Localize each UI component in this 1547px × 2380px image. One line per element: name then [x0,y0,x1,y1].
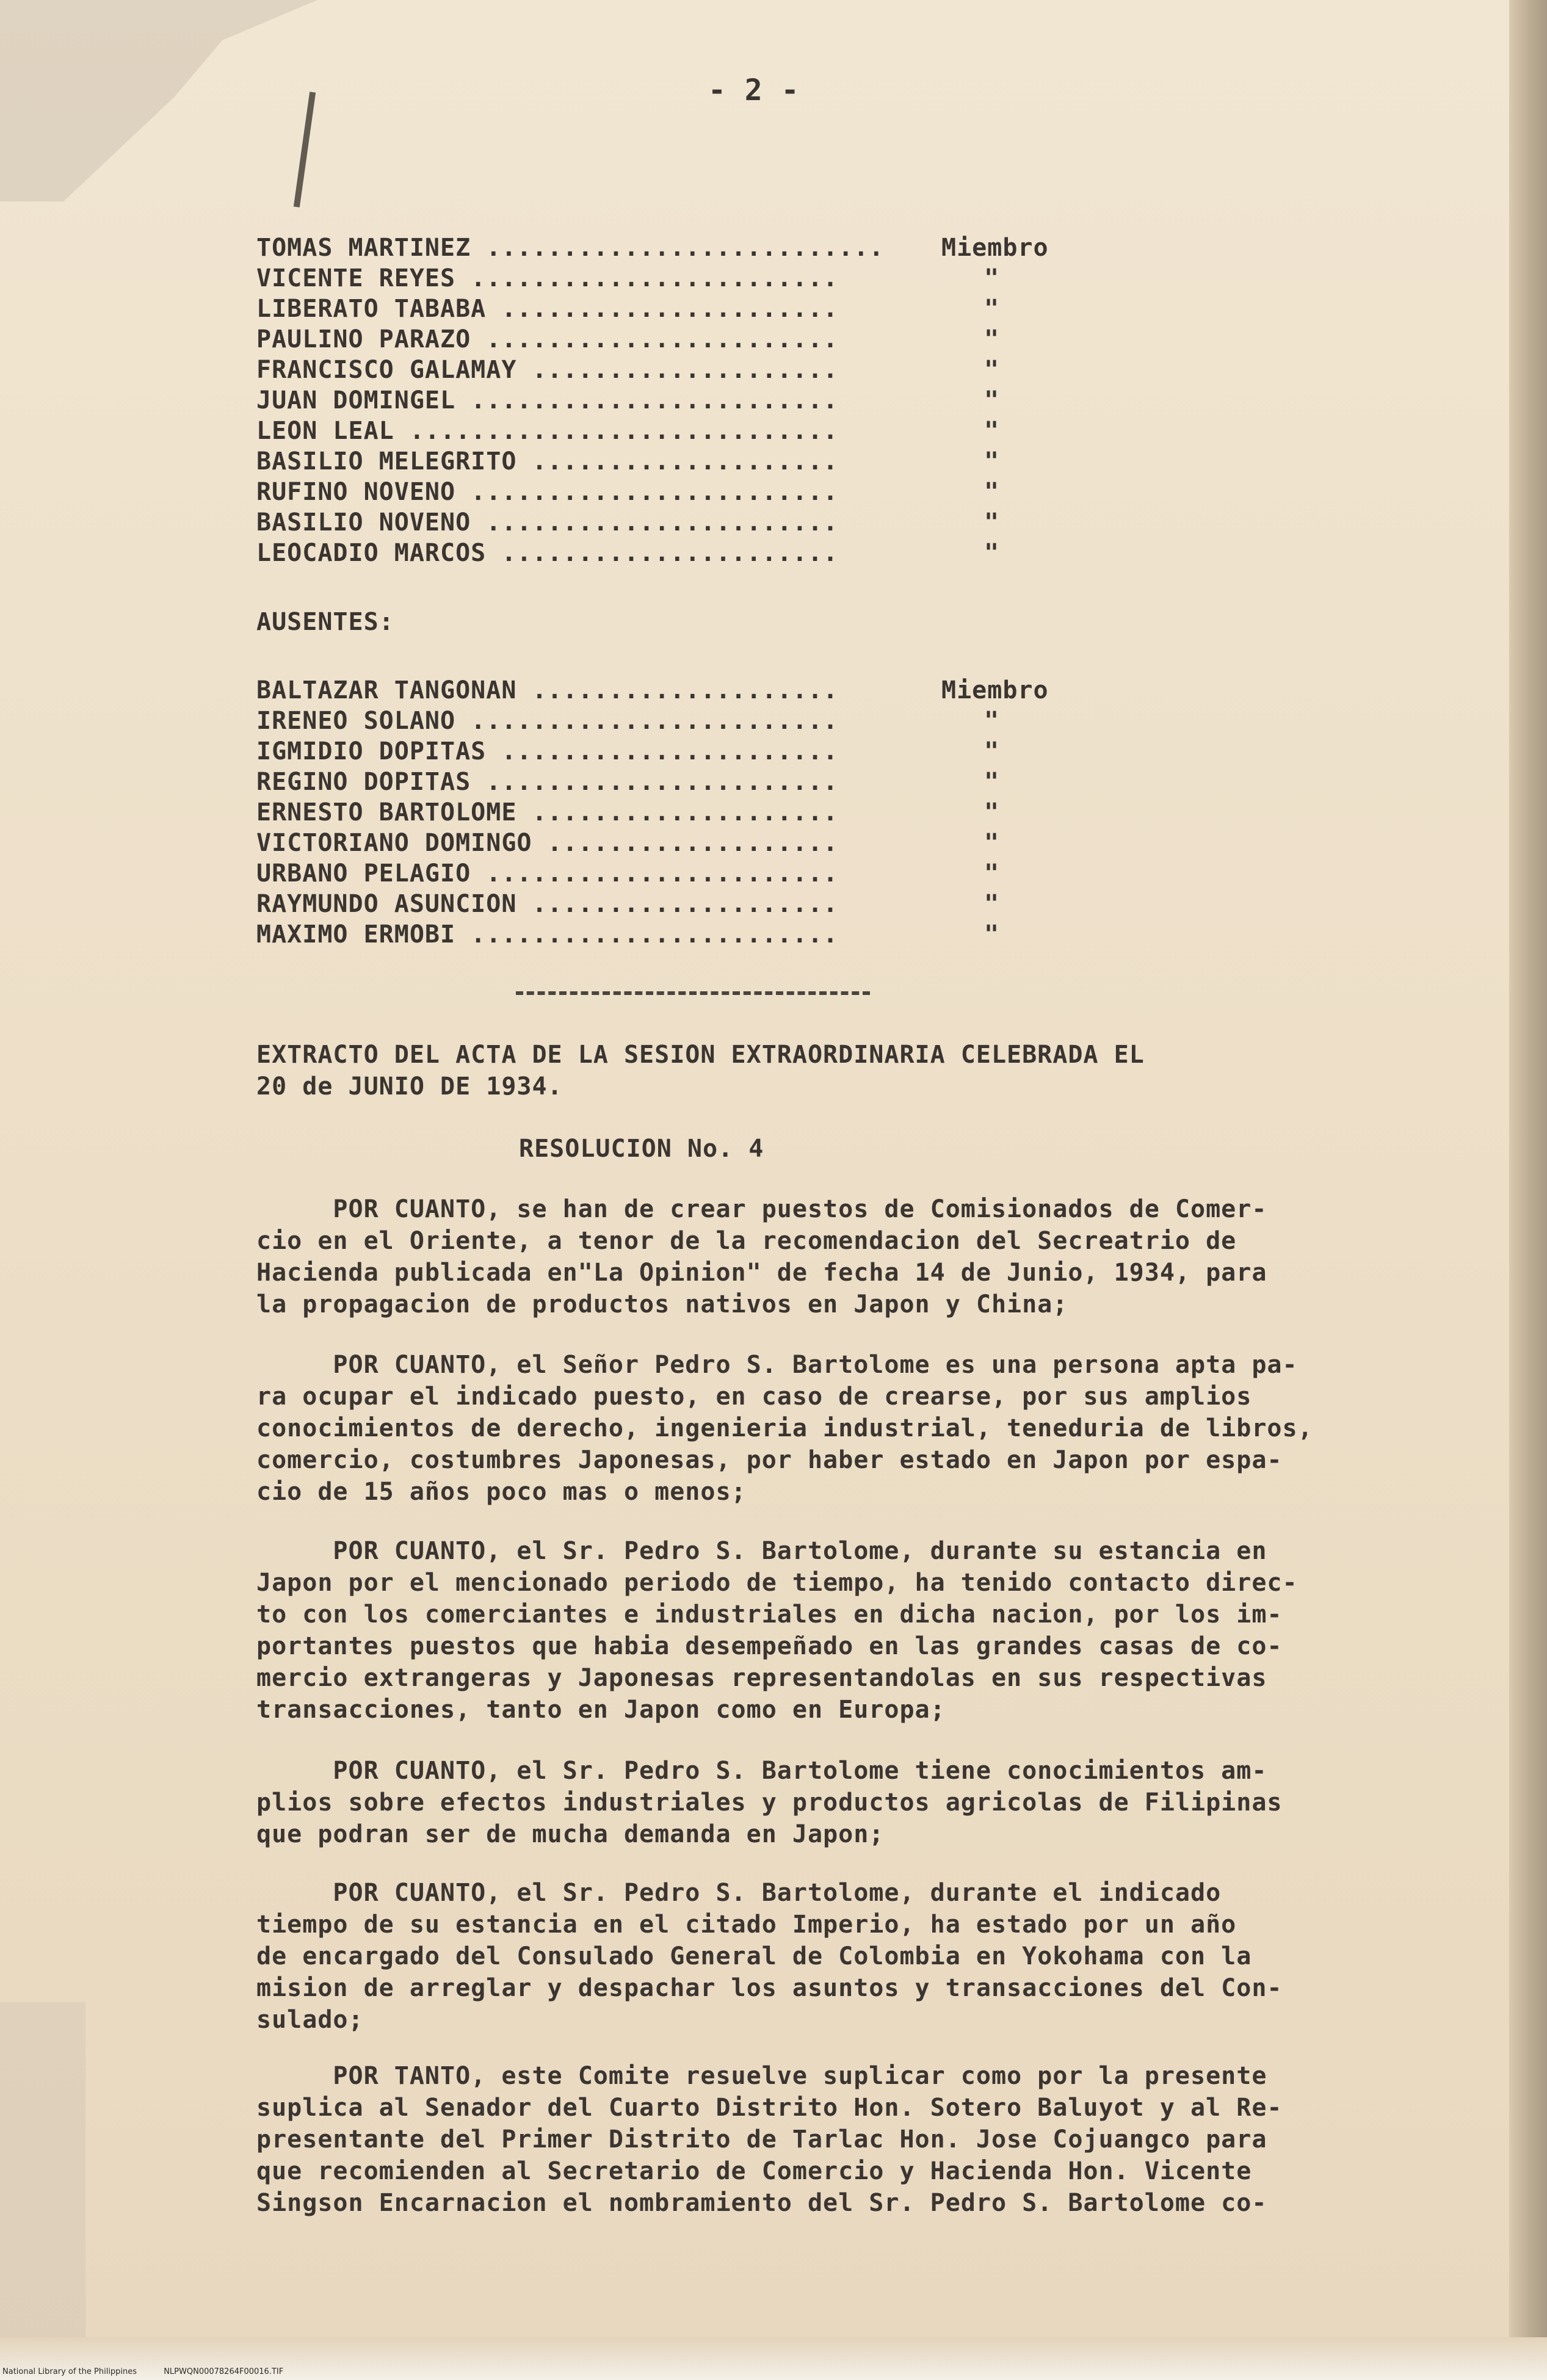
paragraph-line: presentante del Primer Distrito de Tarlac Hon. Jose Cojuangco para [256,2125,1267,2154]
paragraph-line: Japon por el mencionado periodo de tiempo, ha tenido contacto direc- [256,1569,1298,1597]
paragraph-line: la propagacion de productos nativos en Japon y China; [256,1290,1068,1318]
extract-heading-line: EXTRACTO DEL ACTA DE LA SESION EXTRAORDINARIA CELEBRADA EL [256,1041,1145,1069]
paragraph-line: to con los comerciantes e industriales en dicha nacion, por los im- [256,1601,1283,1629]
paragraph-line: que recomienden al Secretario de Comercio y Hacienda Hon. Vicente [256,2157,1252,2185]
paragraph-line: cio en el Oriente, a tenor de la recomendacion del Secreatrio de [256,1227,1237,1255]
paragraph-line: que podran ser de mucha demanda en Japon; [256,1820,885,1848]
member-role: " [984,295,1000,323]
paragraph-line: comercio, costumbres Japonesas, por haber estado en Japon por espa- [256,1446,1283,1474]
paragraph-line: POR CUANTO, el Señor Pedro S. Bartolome es una persona apta pa- [256,1351,1298,1379]
member-name: LIBERATO TABABA ...................... [256,295,839,323]
paragraph [256,1755,1514,1850]
member-name: LEOCADIO MARCOS ...................... [256,539,839,567]
paragraph-line: POR TANTO, este Comite resuelve suplicar como por la presente [256,2062,1267,2090]
page-number: - 2 - [708,73,800,107]
absent-name: ERNESTO BARTOLOME .................... [256,798,839,826]
paragraph-line: suplica al Senador del Cuarto Distrito Hon. Sotero Baluyot y al Re- [256,2094,1283,2122]
absent-role: " [984,798,1000,826]
extract-heading [256,1039,1145,1102]
member-role: " [984,264,1000,292]
member-role: " [984,508,1000,537]
member-role: " [984,539,1000,567]
absent-role: " [984,737,1000,765]
member-name: VICENTE REYES ........................ [256,264,839,292]
absent-role: " [984,890,1000,918]
absent-role: " [984,829,1000,857]
scan-footer [2,2367,283,2376]
absent-name: IRENEO SOLANO ........................ [256,707,839,735]
member-role: " [984,356,1000,384]
paragraph-line: de encargado del Consulado General de Colombia en Yokohama con la [256,1942,1252,1970]
paragraph-line: Hacienda publicada en"La Opinion" de fecha 14 de Junio, 1934, para [256,1259,1267,1287]
member-name: BASILIO NOVENO ....................... [256,508,839,537]
absent-role: " [984,859,1000,888]
extract-heading-line: 20 de JUNIO DE 1934. [256,1072,563,1101]
paragraph-line: transacciones, tanto en Japon como en Europa; [256,1696,946,1724]
absent-name: VICTORIANO DOMINGO ................... [256,829,839,857]
absent-name: MAXIMO ERMOBI ........................ [256,921,839,949]
paragraph-line: Singson Encarnacion el nombramiento del Sr. Pedro S. Bartolome co- [256,2189,1267,2217]
paragraph [256,1349,1514,1508]
member-name: LEON LEAL ............................ [256,417,839,445]
section-divider [516,991,870,995]
absentes-label: AUSENTES: [256,608,394,636]
paragraph [256,1877,1514,2036]
paragraph-line: portantes puestos que habia desempeñado en las grandes casas de co- [256,1632,1283,1660]
member-role: " [984,417,1000,445]
paragraph-line: sulado; [256,2006,364,2034]
absent-role: " [984,921,1000,949]
paragraph [256,2060,1514,2219]
member-role: Miembro [941,234,1049,262]
absent-name: URBANO PELAGIO ....................... [256,859,839,888]
member-name: RUFINO NOVENO ........................ [256,478,839,506]
paragraph-line: POR CUANTO, el Sr. Pedro S. Bartolome tiene conocimientos am- [256,1757,1267,1785]
absent-name: BALTAZAR TANGONAN .................... [256,676,839,704]
absent-role: " [984,707,1000,735]
torn-corner [0,0,317,201]
member-name: BASILIO MELEGRITO .................... [256,447,839,476]
member-name: TOMAS MARTINEZ .......................... [256,234,885,262]
member-name: JUAN DOMINGEL ........................ [256,386,839,414]
member-role: " [984,325,1000,353]
member-role: " [984,386,1000,414]
paragraph [256,1193,1514,1320]
absent-name: REGINO DOPITAS ....................... [256,768,839,796]
pen-mark [294,92,316,208]
member-name: PAULINO PARAZO ....................... [256,325,839,353]
paragraph-line: POR CUANTO, el Sr. Pedro S. Bartolome, durante el indicado [256,1879,1222,1907]
paragraph-line: POR CUANTO, el Sr. Pedro S. Bartolome, durante su estancia en [256,1537,1267,1565]
page-edge-right [1509,0,1547,2380]
absent-name: RAYMUNDO ASUNCION .................... [256,890,839,918]
paragraph-line: mercio extrangeras y Japonesas representandolas en sus respectivas [256,1664,1267,1692]
paragraph-line: conocimientos de derecho, ingenieria industrial, teneduria de libros, [256,1414,1313,1442]
resolution-title: RESOLUCION No. 4 [519,1135,764,1163]
file-id: NLPWQN00078264F00016.TIF [164,2367,284,2376]
library-credit: National Library of the Philippines [2,2367,137,2376]
paragraph-line: POR CUANTO, se han de crear puestos de Comisionados de Comer- [256,1195,1267,1223]
member-name: FRANCISCO GALAMAY .................... [256,356,839,384]
paragraph-line: ra ocupar el indicado puesto, en caso de crearse, por sus amplios [256,1383,1252,1411]
paragraph-line: mision de arreglar y despachar los asuntos y transacciones del Con- [256,1974,1283,2002]
absent-role: Miembro [941,676,1049,704]
absent-role: " [984,768,1000,796]
member-role: " [984,447,1000,476]
paragraph-line: cio de 15 años poco mas o menos; [256,1478,747,1506]
paragraph-line: plios sobre efectos industriales y productos agricolas de Filipinas [256,1789,1283,1817]
paragraph-line: tiempo de su estancia en el citado Imperio, ha estado por un año [256,1911,1237,1939]
paragraph [256,1535,1514,1726]
torn-bottom-edge [0,2002,85,2380]
absent-name: IGMIDIO DOPITAS ...................... [256,737,839,765]
member-role: " [984,478,1000,506]
